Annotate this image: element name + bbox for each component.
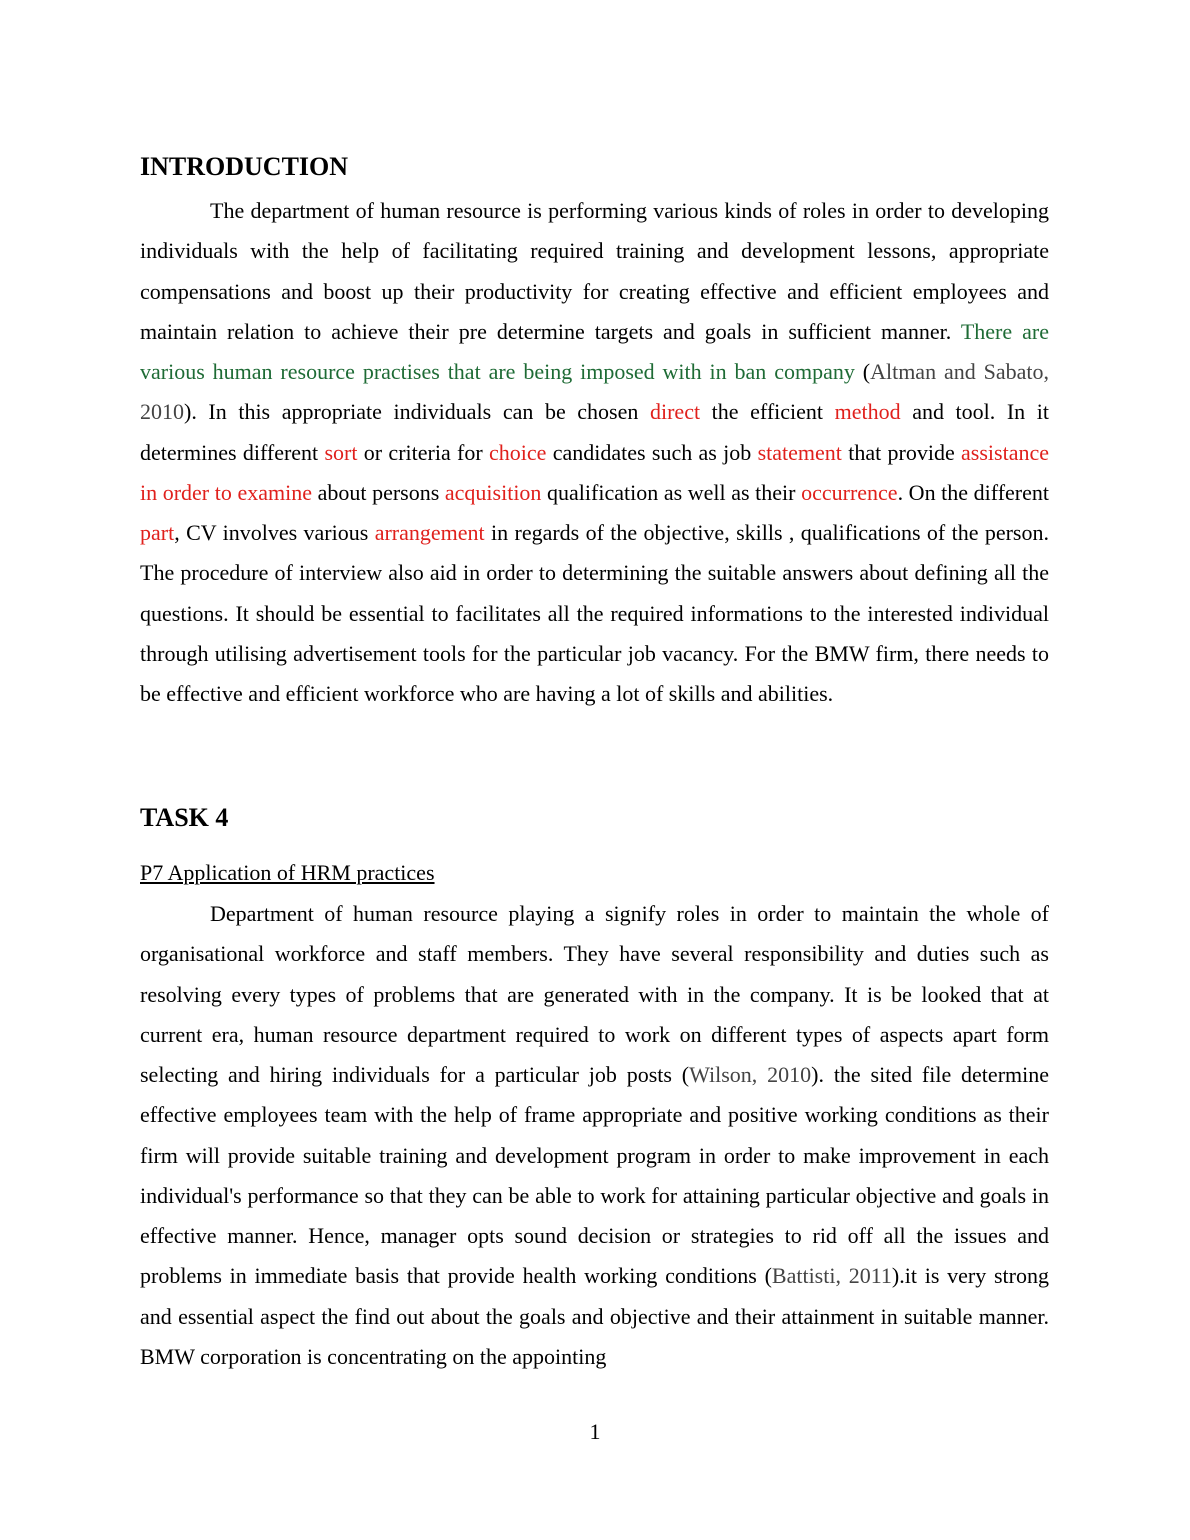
flagged-word-statement: statement bbox=[757, 439, 842, 465]
intro-text-4: the efficient bbox=[700, 399, 835, 425]
p7-subheading: P7 Application of HRM practices bbox=[140, 860, 435, 885]
intro-text-2: ( bbox=[854, 359, 871, 384]
citation-altman: Altman and Sabato, 2010 bbox=[140, 359, 1049, 425]
intro-text-8: that provide bbox=[841, 439, 962, 465]
citation-battisti: Battisti, 2011 bbox=[771, 1263, 892, 1289]
intro-text-6: or criteria for bbox=[357, 439, 489, 465]
intro-text-13: in regards of the objective, skills , qualifications of the person. The procedure of interview also aid in order to determining the suitable answers about defining all the questions. It should be essential to facilitates all the required informations to the interested individual through utilising advertisement tools for the particular job vacancy. For the BMW firm, there needs to be effective and efficient workforce who are having a lot of skills and abilities. bbox=[140, 520, 1049, 706]
flagged-word-part: part bbox=[140, 520, 175, 545]
intro-text-7: candidates such as job bbox=[546, 439, 758, 465]
page-number: 1 bbox=[589, 1419, 601, 1444]
flagged-word-method: method bbox=[834, 399, 901, 425]
intro-text-5: and tool. In it determines different bbox=[140, 399, 1049, 465]
introduction-paragraph bbox=[140, 191, 1049, 714]
intro-text-11: . On the different bbox=[897, 479, 1049, 505]
task4-heading: TASK 4 bbox=[140, 803, 229, 832]
intro-text-12: , CV involves various bbox=[174, 520, 375, 545]
intro-text-1: The department of human resource is performing various kinds of roles in order to developing individuals with the help of facilitating required training and development lessons, appropriate compensations and boost up their productivity for creating effective and efficient employees and maintain relation to achieve their pre determine targets and goals in sufficient manner. bbox=[140, 198, 1049, 344]
intro-text-3: ). In this appropriate individuals can be chosen bbox=[184, 399, 650, 425]
flagged-word-direct: direct bbox=[649, 399, 701, 425]
p7-text-3: ).it is very strong and essential aspect the find out about the goals and objective and their attainment in suitable manner. BMW corporation is concentrating on the appointing bbox=[140, 1263, 1049, 1369]
p7-text-2: ). the sited file determine effective employees team with the help of frame appropriate and positive working conditions as their firm will provide suitable training and development program in order to make improvement in each individual's performance so that they can be able to work for attaining particular objective and goals in effective manner. Hence, manager opts sound decision or strategies to rid off all the issues and problems in immediate basis that provide health working conditions ( bbox=[140, 1062, 1050, 1289]
p7-text-1: Department of human resource playing a signify roles in order to maintain the whole of organisational workforce and staff members. They have several responsibility and duties such as resolving every types of problems that are generated with in the company. It is be looked that at current era, human resource department required to work on different types of aspects apart form selecting and hiring individuals for a particular job posts ( bbox=[140, 901, 1049, 1087]
highlighted-sentence: There are various human resource practises that are being imposed with in ban company bbox=[140, 318, 1049, 384]
flagged-word-choice: choice bbox=[489, 439, 547, 465]
flagged-phrase-assistance: assistance in order to examine bbox=[140, 439, 1049, 505]
introduction-heading: INTRODUCTION bbox=[140, 152, 349, 181]
p7-paragraph bbox=[140, 894, 1049, 1377]
intro-text-10: qualification as well as their bbox=[541, 479, 802, 505]
flagged-word-arrangement: arrangement bbox=[374, 520, 485, 545]
citation-wilson: Wilson, 2010 bbox=[689, 1062, 812, 1087]
flagged-word-sort: sort bbox=[324, 439, 358, 465]
flagged-word-occurrence: occurrence bbox=[801, 479, 898, 505]
flagged-word-acquisition: acquisition bbox=[444, 479, 542, 505]
intro-text-9: about persons bbox=[311, 479, 445, 505]
